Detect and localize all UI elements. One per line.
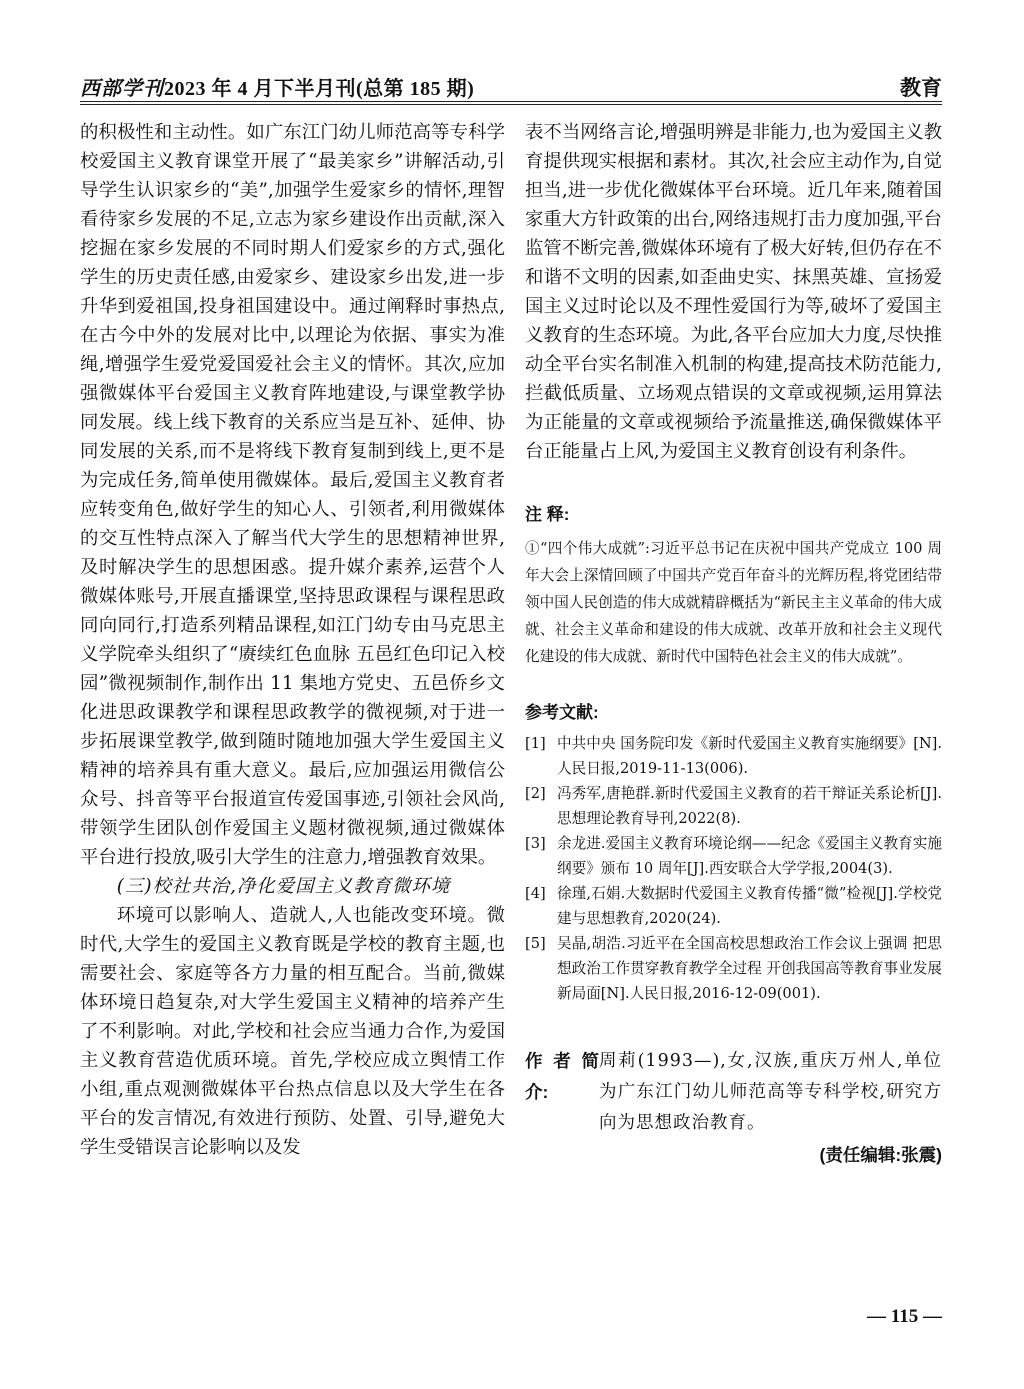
issue-info: 2023 年 4 月下半月刊(总第 185 期) xyxy=(164,78,475,100)
page-number: — 115 — xyxy=(867,1306,942,1327)
footnote: ①“四个伟大成就”:习近平总书记在庆祝中国共产党成立 100 周年大会上深情回顾了中国共产党百年奋斗的光辉历程,将党团结带领中国人民创造的伟大成就精辟概括为“新民主主义革命的伟大成就、社会主义革命和建设的伟大成就、改革开放和社会主义现代化建设的伟大成就、新时代中国特色社会主义的伟大成就”。 xyxy=(525,540,942,665)
journal-masthead xyxy=(80,72,474,101)
body-paragraph: 表不当网络言论,增强明辨是非能力,也为爱国主义教育提供现实根据和素材。其次,社会应主动作为,自觉担当,进一步优化微媒体平台环境。近几年来,随着国家重大方针政策的出台,网络违规打击力度加强,平台监管不断完善,微媒体环境有了极大好转,但仍存在不和谐不文明的因素,如歪曲史实、抹黑英雄、宣扬爱国主义过时论以及不理性爱国行为等,破坏了爱国主义教育的生态环境。为此,各平台应加大力度,尽快推动全平台实名制准入机制的构建,提高技术防范能力,拦截低质量、立场观点错误的文章或视频,运用算法为正能量的文章或视频给予流量推送,确保微媒体平台正能量占上风,为爱国主义教育创设有利条件。 xyxy=(525,122,942,462)
reference-text: 吴晶,胡浩.习近平在全国高校思想政治工作会议上强调 把思想政治工作贯穿教育教学全过程 开创我国高等教育事业发展新局面[N].人民日报,2016-12-09(001). xyxy=(557,935,942,1002)
subsection-heading: (三)校社共治,净化爱国主义教育微环境 xyxy=(116,876,451,897)
responsible-editor: (责任编辑:张震) xyxy=(819,1145,942,1165)
body-paragraph: 环境可以影响人、造就人,人也能改变环境。微时代,大学生的爱国主义教育既是学校的教育主题,也需要社会、家庭等各方力量的相互配合。当前,微媒体环境日趋复杂,对大学生爱国主义精神的培养产生了不利影响。对此,学校和社会应当通力合作,为爱国主义教育营造优质环境。首先,学校应成立舆情工作小组,重点观测微媒体平台热点信息以及大学生在各平台的发言情况,有效进行预防、处置、引导,避免大学生受错误言论影响以及发 xyxy=(80,905,505,1158)
section-title: 教育 xyxy=(900,77,942,100)
left-column xyxy=(80,118,505,1162)
reference-item xyxy=(525,831,942,881)
reference-number: [3] xyxy=(525,835,546,852)
reference-item xyxy=(525,731,942,781)
reference-text: 余龙进.爱国主义教育环境论纲——纪念《爱国主义教育实施纲要》颁布 10 周年[J].西安联合大学学报,2004(3). xyxy=(557,835,942,877)
reference-list xyxy=(525,731,942,1006)
page-header xyxy=(80,68,942,102)
author-text: 周莉(1993—),女,汉族,重庆万州人,单位为广东江门幼儿师范高等专科学校,研究方向为思想政治教育。 xyxy=(599,1051,942,1133)
reference-text: 冯秀军,唐艳群.新时代爱国主义教育的若干辩证关系论析[J].思想理论教育导刊,2022(8). xyxy=(557,785,942,827)
right-column xyxy=(525,118,942,1170)
references-heading: 参考文献: xyxy=(525,703,599,722)
reference-item xyxy=(525,781,942,831)
reference-number: [4] xyxy=(525,885,546,902)
reference-item xyxy=(525,931,942,1006)
reference-text: 徐瑾,石娟.大数据时代爱国主义教育传播“微”检视[J].学校党建与思想教育,2020(24). xyxy=(557,885,942,927)
reference-number: [5] xyxy=(525,935,546,952)
journal-logo: 西部学刊 xyxy=(80,78,164,100)
author-bio xyxy=(525,1046,942,1139)
reference-item xyxy=(525,881,942,931)
body-paragraph: 的积极性和主动性。如广东江门幼儿师范高等专科学校爱国主义教育课堂开展了“最美家乡”讲解活动,引导学生认识家乡的“美”,加强学生爱家乡的情怀,理智看待家乡发展的不足,立志为家乡建设作出贡献,深入挖掘在家乡发展的不同时期人们爱家乡的方式,强化学生的历史责任感,由爱家乡、建设家乡出发,进一步升华到爱祖国,投身祖国建设中。通过阐释时事热点,在古今中外的发展对比中,以理论为依据、事实为准绳,增强学生爱党爱国爱社会主义的情怀。其次,应加强微媒体平台爱国主义教育阵地建设,与课堂教学协同发展。线上线下教育的关系应当是互补、延伸、协同发展的关系,而不是将线下教育复制到线上,更不是为完成任务,简单使用微媒体。最后,爱国主义教育者应转变角色,做好学生的知心人、引领者,利用微媒体的交互性特点深入了解当代大学生的思想精神世界,及时解决学生的思想困惑。提升媒介素养,运营个人微媒体账号,开展直播课堂,坚持思政课程与课程思政同向同行,打造系列精品课程,如江门幼专由马克思主义学院牵头组织了“赓续红色血脉 五邑红色印记入校园”微视频制作,制作出 11 集地方党史、五邑侨乡文化进思政课教学和课程思政教学的微视频,对于进一步拓展课堂教学,做到随时随地加强大学生爱国主义精神的培养具有重大意义。最后,应加强运用微信公众号、抖音等平台报道宣传爱国事迹,引领社会风尚,带领学生团队创作爱国主义题材微视频,通过微媒体平台进行投放,吸引大学生的注意力,增强教育效果。 xyxy=(80,122,505,868)
notes-heading: 注 释: xyxy=(525,505,570,524)
header-rule xyxy=(80,101,942,102)
reference-number: [1] xyxy=(525,735,546,752)
author-label: 作者简介: xyxy=(525,1051,599,1102)
reference-text: 中共中央 国务院印发《新时代爱国主义教育实施纲要》[N].人民日报,2019-11-13(006). xyxy=(557,735,942,777)
reference-number: [2] xyxy=(525,785,546,802)
header-rule-double xyxy=(80,104,942,105)
